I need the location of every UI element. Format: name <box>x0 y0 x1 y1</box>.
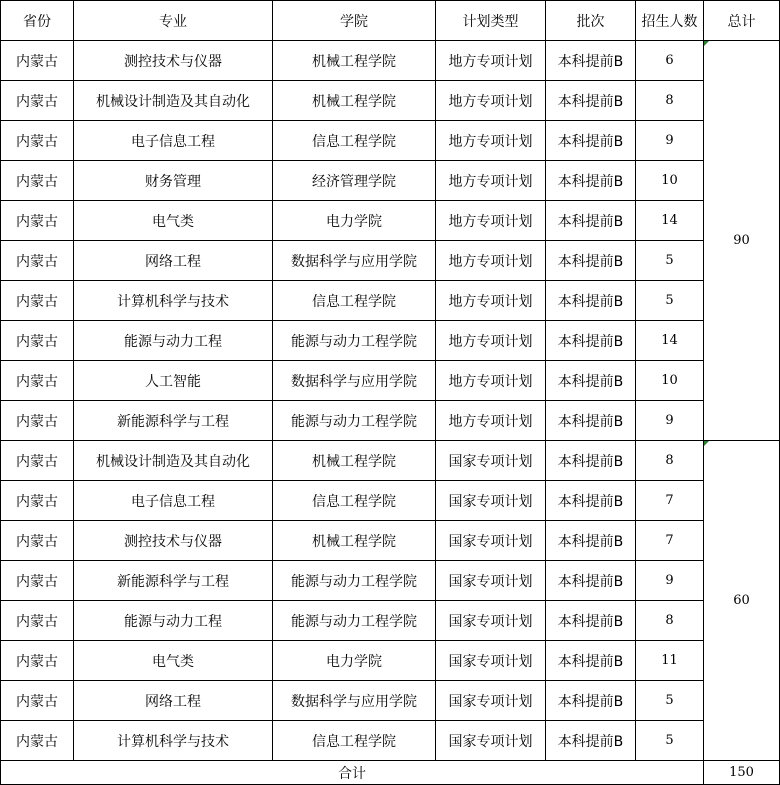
cell-college: 电力学院 <box>273 641 436 681</box>
cell-college: 能源与动力工程学院 <box>273 561 436 601</box>
cell-province: 内蒙古 <box>1 321 74 361</box>
cell-major: 新能源科学与工程 <box>74 401 273 441</box>
cell-plan-type: 国家专项计划 <box>436 641 546 681</box>
cell-enrollment: 5 <box>636 241 704 281</box>
cell-major: 新能源科学与工程 <box>74 561 273 601</box>
cell-batch: 本科提前B <box>546 81 636 121</box>
cell-enrollment: 5 <box>636 681 704 721</box>
table-row <box>1 401 780 441</box>
table-row <box>1 81 780 121</box>
cell-batch: 本科提前B <box>546 521 636 561</box>
table-row <box>1 321 780 361</box>
cell-batch: 本科提前B <box>546 481 636 521</box>
cell-province: 内蒙古 <box>1 121 74 161</box>
cell-enrollment: 10 <box>636 361 704 401</box>
cell-batch: 本科提前B <box>546 241 636 281</box>
header-province: 省份 <box>1 1 74 41</box>
cell-enrollment: 11 <box>636 641 704 681</box>
cell-major: 电气类 <box>74 641 273 681</box>
cell-plan-type: 国家专项计划 <box>436 481 546 521</box>
cell-plan-type: 国家专项计划 <box>436 681 546 721</box>
table-row <box>1 561 780 601</box>
cell-plan-type: 地方专项计划 <box>436 201 546 241</box>
cell-college: 信息工程学院 <box>273 481 436 521</box>
cell-college: 机械工程学院 <box>273 81 436 121</box>
cell-province: 内蒙古 <box>1 281 74 321</box>
cell-enrollment: 8 <box>636 81 704 121</box>
header-subtotal: 总计 <box>704 1 780 41</box>
cell-plan-type: 地方专项计划 <box>436 121 546 161</box>
cell-batch: 本科提前B <box>546 281 636 321</box>
cell-enrollment: 5 <box>636 281 704 321</box>
cell-major: 计算机科学与技术 <box>74 721 273 761</box>
cell-batch: 本科提前B <box>546 401 636 441</box>
cell-province: 内蒙古 <box>1 161 74 201</box>
cell-province: 内蒙古 <box>1 401 74 441</box>
cell-province: 内蒙古 <box>1 601 74 641</box>
cell-province: 内蒙古 <box>1 481 74 521</box>
table-row <box>1 521 780 561</box>
table-row <box>1 441 780 481</box>
cell-enrollment: 8 <box>636 441 704 481</box>
table-row <box>1 721 780 761</box>
cell-major: 测控技术与仪器 <box>74 41 273 81</box>
cell-plan-type: 地方专项计划 <box>436 41 546 81</box>
cell-college: 数据科学与应用学院 <box>273 241 436 281</box>
cell-major: 能源与动力工程 <box>74 321 273 361</box>
cell-major: 电子信息工程 <box>74 481 273 521</box>
cell-major: 财务管理 <box>74 161 273 201</box>
header-enrollment: 招生人数 <box>636 1 704 41</box>
comment-indicator-icon <box>704 41 709 46</box>
subtotal-value: 60 <box>733 593 750 608</box>
table-row <box>1 161 780 201</box>
cell-major: 电气类 <box>74 201 273 241</box>
cell-province: 内蒙古 <box>1 81 74 121</box>
cell-batch: 本科提前B <box>546 361 636 401</box>
comment-indicator-icon <box>704 441 709 446</box>
cell-enrollment: 8 <box>636 601 704 641</box>
total-row <box>1 761 780 785</box>
cell-major: 电子信息工程 <box>74 121 273 161</box>
cell-enrollment: 9 <box>636 561 704 601</box>
cell-enrollment: 7 <box>636 481 704 521</box>
cell-province: 内蒙古 <box>1 721 74 761</box>
cell-province: 内蒙古 <box>1 681 74 721</box>
cell-college: 能源与动力工程学院 <box>273 321 436 361</box>
cell-batch: 本科提前B <box>546 321 636 361</box>
cell-enrollment: 10 <box>636 161 704 201</box>
cell-college: 能源与动力工程学院 <box>273 401 436 441</box>
cell-enrollment: 14 <box>636 321 704 361</box>
subtotal-cell <box>704 441 780 761</box>
cell-batch: 本科提前B <box>546 161 636 201</box>
cell-plan-type: 地方专项计划 <box>436 321 546 361</box>
cell-enrollment: 9 <box>636 121 704 161</box>
table-row <box>1 681 780 721</box>
cell-major: 机械设计制造及其自动化 <box>74 441 273 481</box>
cell-major: 机械设计制造及其自动化 <box>74 81 273 121</box>
cell-major: 人工智能 <box>74 361 273 401</box>
cell-enrollment: 9 <box>636 401 704 441</box>
cell-major: 测控技术与仪器 <box>74 521 273 561</box>
header-major: 专业 <box>74 1 273 41</box>
table-row <box>1 601 780 641</box>
table-row <box>1 121 780 161</box>
cell-batch: 本科提前B <box>546 201 636 241</box>
cell-major: 网络工程 <box>74 241 273 281</box>
cell-enrollment: 14 <box>636 201 704 241</box>
cell-batch: 本科提前B <box>546 601 636 641</box>
cell-major: 计算机科学与技术 <box>74 281 273 321</box>
cell-college: 信息工程学院 <box>273 281 436 321</box>
cell-college: 机械工程学院 <box>273 41 436 81</box>
table-row <box>1 281 780 321</box>
cell-plan-type: 国家专项计划 <box>436 601 546 641</box>
cell-batch: 本科提前B <box>546 441 636 481</box>
header-college: 学院 <box>273 1 436 41</box>
cell-college: 能源与动力工程学院 <box>273 601 436 641</box>
cell-plan-type: 国家专项计划 <box>436 561 546 601</box>
header-plan-type: 计划类型 <box>436 1 546 41</box>
cell-plan-type: 地方专项计划 <box>436 401 546 441</box>
cell-college: 机械工程学院 <box>273 521 436 561</box>
table-row <box>1 241 780 281</box>
cell-plan-type: 地方专项计划 <box>436 361 546 401</box>
cell-college: 信息工程学院 <box>273 121 436 161</box>
header-batch: 批次 <box>546 1 636 41</box>
cell-batch: 本科提前B <box>546 561 636 601</box>
cell-batch: 本科提前B <box>546 721 636 761</box>
cell-plan-type: 国家专项计划 <box>436 521 546 561</box>
cell-province: 内蒙古 <box>1 521 74 561</box>
grand-total-value: 150 <box>704 761 780 785</box>
table-body <box>1 41 780 785</box>
table-row <box>1 481 780 521</box>
cell-plan-type: 地方专项计划 <box>436 81 546 121</box>
total-label: 合计 <box>1 761 704 785</box>
subtotal-cell <box>704 41 780 441</box>
cell-plan-type: 地方专项计划 <box>436 161 546 201</box>
cell-province: 内蒙古 <box>1 201 74 241</box>
cell-batch: 本科提前B <box>546 41 636 81</box>
cell-enrollment: 5 <box>636 721 704 761</box>
cell-college: 机械工程学院 <box>273 441 436 481</box>
table-row <box>1 41 780 81</box>
cell-batch: 本科提前B <box>546 681 636 721</box>
cell-batch: 本科提前B <box>546 121 636 161</box>
cell-major: 能源与动力工程 <box>74 601 273 641</box>
cell-college: 经济管理学院 <box>273 161 436 201</box>
cell-major: 网络工程 <box>74 681 273 721</box>
table-row <box>1 361 780 401</box>
cell-college: 电力学院 <box>273 201 436 241</box>
cell-plan-type: 国家专项计划 <box>436 441 546 481</box>
cell-plan-type: 国家专项计划 <box>436 721 546 761</box>
cell-enrollment: 7 <box>636 521 704 561</box>
table-row <box>1 641 780 681</box>
cell-province: 内蒙古 <box>1 361 74 401</box>
cell-province: 内蒙古 <box>1 641 74 681</box>
subtotal-value: 90 <box>733 233 750 248</box>
cell-plan-type: 地方专项计划 <box>436 241 546 281</box>
cell-province: 内蒙古 <box>1 561 74 601</box>
cell-college: 数据科学与应用学院 <box>273 681 436 721</box>
header-row <box>1 1 780 41</box>
cell-province: 内蒙古 <box>1 441 74 481</box>
cell-enrollment: 6 <box>636 41 704 81</box>
cell-plan-type: 地方专项计划 <box>436 281 546 321</box>
cell-batch: 本科提前B <box>546 641 636 681</box>
cell-province: 内蒙古 <box>1 41 74 81</box>
cell-province: 内蒙古 <box>1 241 74 281</box>
cell-college: 数据科学与应用学院 <box>273 361 436 401</box>
table-row <box>1 201 780 241</box>
cell-college: 信息工程学院 <box>273 721 436 761</box>
